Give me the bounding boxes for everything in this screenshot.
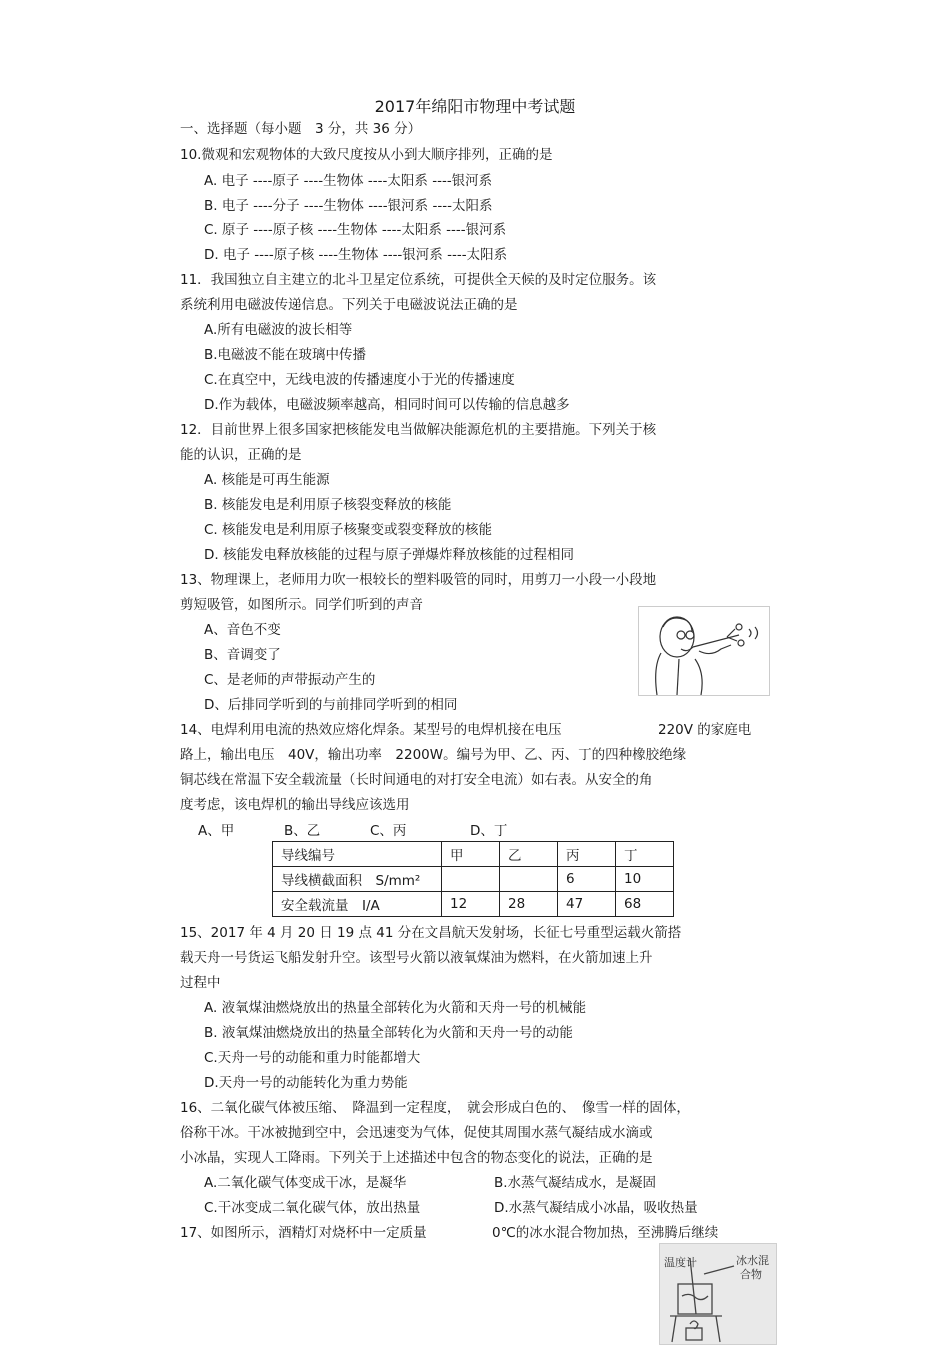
table-row — [273, 842, 674, 867]
table-cell: 导线横截面积 S/mm² — [273, 867, 442, 892]
q12-stem-line1: 12．目前世界上很多国家把核能发电当做解决能源危机的主要措施。下列关于核 — [180, 422, 657, 438]
q12-stem-line2: 能的认识，正确的是 — [180, 447, 302, 463]
q13-stem-line2: 剪短吸管，如图所示。同学们听到的声音 — [180, 597, 423, 613]
q11-option-b: B.电磁波不能在玻璃中传播 — [204, 347, 367, 363]
q13-option-a: A、音色不变 — [204, 622, 281, 638]
q16-stem-line2: 俗称干冰。干冰被抛到空中，会迅速变为气体，促使其周围水蒸气凝结成水滴或 — [180, 1125, 653, 1141]
teacher-straw-figure — [638, 606, 770, 696]
q16-stem-line1: 16、二氧化碳气体被压缩、 降温到一定程度， 就会形成白色的、 像雪一样的固体， — [180, 1100, 690, 1116]
q14-option-b: B、乙 — [284, 823, 321, 839]
q14-stem-line1a: 14、电焊利用电流的热效应熔化焊条。某型号的电焊机接在电压 — [180, 722, 562, 738]
q16-option-a: A.二氧化碳气体变成干冰，是凝华 — [204, 1175, 407, 1191]
q11-stem-line2: 系统利用电磁波传递信息。下列关于电磁波说法正确的是 — [180, 297, 518, 313]
q15-option-a: A. 液氧煤油燃烧放出的热量全部转化为火箭和天舟一号的机械能 — [204, 1000, 587, 1016]
q15-stem-line2: 载天舟一号货运飞船发射升空。该型号火箭以液氧煤油为燃料，在火箭加速上升 — [180, 950, 653, 966]
q13-option-c: C、是老师的声带振动产生的 — [204, 672, 376, 688]
q16-option-c: C.干冰变成二氧化碳气体，放出热量 — [204, 1200, 421, 1216]
q13-option-d: D、后排同学听到的与前排同学听到的相同 — [204, 697, 458, 713]
q15-stem-line1: 15、2017 年 4 月 20 日 19 点 41 分在文昌航天发射场，长征七号重型运载火箭搭 — [180, 925, 682, 941]
q14-option-d: D、丁 — [470, 823, 508, 839]
q15-option-d: D.天舟一号的动能转化为重力势能 — [204, 1075, 408, 1091]
table-cell — [442, 867, 500, 892]
ice-water-label-line2: 合物 — [740, 1268, 762, 1281]
table-cell: 47 — [558, 892, 616, 917]
thermometer-label: 温度计 — [664, 1256, 697, 1269]
q12-option-c: C. 核能发电是利用原子核聚变或裂变释放的核能 — [204, 522, 493, 538]
q16-option-b: B.水蒸气凝结成水，是凝固 — [494, 1175, 657, 1191]
beaker-heating-figure — [659, 1243, 777, 1345]
q10-option-c: C. 原子 ----原子核 ----生物体 ----太阳系 ----银河系 — [204, 222, 507, 238]
table-cell: 安全载流量 I/A — [273, 892, 442, 917]
section-heading: 一、选择题（每小题 3 分，共 36 分） — [180, 121, 422, 137]
q16-option-d: D.水蒸气凝结成小冰晶，吸收热量 — [494, 1200, 698, 1216]
table-cell: 丁 — [616, 842, 674, 867]
table-cell: 丙 — [558, 842, 616, 867]
q12-option-d: D. 核能发电释放核能的过程与原子弹爆炸释放核能的过程相同 — [204, 547, 574, 563]
q13-stem-line1: 13、物理课上，老师用力吹一根较长的塑料吸管的同时，用剪刀一小段一小段地 — [180, 572, 657, 588]
q14-stem-line4: 度考虑，该电焊机的输出导线应该选用 — [180, 797, 410, 813]
q11-option-a: A.所有电磁波的波长相等 — [204, 322, 353, 338]
table-cell: 10 — [616, 867, 674, 892]
q11-option-d: D.作为载体，电磁波频率越高，相同时间可以传输的信息越多 — [204, 397, 570, 413]
table-cell: 乙 — [500, 842, 558, 867]
q14-option-a: A、甲 — [198, 823, 235, 839]
q12-option-a: A. 核能是可再生能源 — [204, 472, 330, 488]
q10-stem: 10.微观和宏观物体的大致尺度按从小到大顺序排列，正确的是 — [180, 147, 553, 163]
q11-stem-line1: 11．我国独立自主建立的北斗卫星定位系统，可提供全天候的及时定位服务。该 — [180, 272, 657, 288]
q16-stem-line3: 小冰晶，实现人工降雨。下列关于上述描述中包含的物态变化的说法，正确的是 — [180, 1150, 653, 1166]
table-cell: 12 — [442, 892, 500, 917]
q11-option-c: C.在真空中，无线电波的传播速度小于光的传播速度 — [204, 372, 515, 388]
q13-option-b: B、音调变了 — [204, 647, 281, 663]
table-cell: 68 — [616, 892, 674, 917]
table-row — [273, 892, 674, 917]
teacher-straw-drawing — [639, 607, 769, 695]
q15-option-b: B. 液氧煤油燃烧放出的热量全部转化为火箭和天舟一号的动能 — [204, 1025, 573, 1041]
q14-option-c: C、丙 — [370, 823, 407, 839]
table-cell: 6 — [558, 867, 616, 892]
q15-option-c: C.天舟一号的动能和重力时能都增大 — [204, 1050, 421, 1066]
q14-stem-line2: 路上，输出电压 40V，输出功率 2200W。编号为甲、乙、丙、丁的四种橡胶绝缘 — [180, 747, 687, 763]
q10-option-d: D. 电子 ----原子核 ----生物体 ----银河系 ----太阳系 — [204, 247, 508, 263]
page-title: 2017年绵阳市物理中考试题 — [374, 97, 576, 116]
ice-water-label-line1: 冰水混 — [736, 1254, 769, 1267]
q10-option-a: A. 电子 ----原子 ----生物体 ----太阳系 ----银河系 — [204, 173, 493, 189]
table-cell: 甲 — [442, 842, 500, 867]
wire-table — [272, 841, 674, 917]
q14-stem-line3: 铜芯线在常温下安全载流量（长时间通电的对打安全电流）如右表。从安全的角 — [180, 772, 653, 788]
q12-option-b: B. 核能发电是利用原子核裂变释放的核能 — [204, 497, 452, 513]
table-cell: 导线编号 — [273, 842, 442, 867]
q14-stem-line1b: 220V 的家庭电 — [658, 722, 752, 738]
q10-option-b: B. 电子 ----分子 ----生物体 ----银河系 ----太阳系 — [204, 198, 493, 214]
q15-stem-line3: 过程中 — [180, 975, 221, 991]
table-cell — [500, 867, 558, 892]
q17-stem-line1a: 17、如图所示，酒精灯对烧杯中一定质量 — [180, 1225, 427, 1241]
table-cell: 28 — [500, 892, 558, 917]
q17-stem-line1b: 0℃的冰水混合物加热，至沸腾后继续 — [492, 1225, 719, 1241]
table-row — [273, 867, 674, 892]
